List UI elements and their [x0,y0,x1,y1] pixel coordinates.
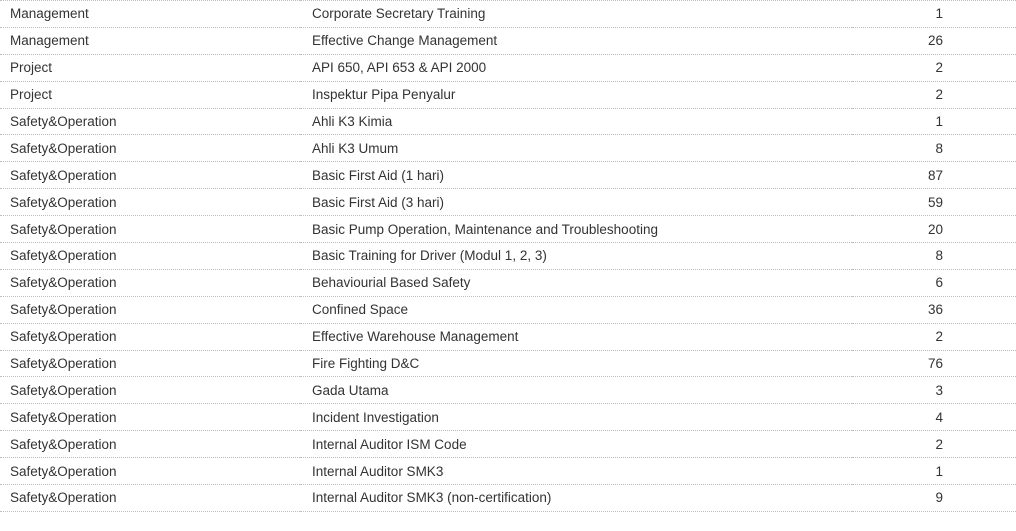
cell-training-title: Ahli K3 Kimia [300,108,852,135]
cell-training-title: Ahli K3 Umum [300,135,852,162]
cell-category: Safety&Operation [0,243,300,270]
table-row [0,269,1016,296]
cell-count: 59 [852,189,1016,216]
cell-count: 4 [852,404,1016,431]
cell-count: 2 [852,54,1016,81]
cell-training-title: Basic Pump Operation, Maintenance and Troubleshooting [300,216,852,243]
cell-count: 20 [852,216,1016,243]
table-row [0,1,1016,28]
table-row [0,243,1016,270]
table-row [0,458,1016,485]
cell-training-title: Incident Investigation [300,404,852,431]
table-row [0,323,1016,350]
cell-count: 2 [852,323,1016,350]
cell-category: Safety&Operation [0,296,300,323]
table-row [0,404,1016,431]
cell-count: 2 [852,431,1016,458]
cell-training-title: Inspektur Pipa Penyalur [300,81,852,108]
cell-count: 1 [852,1,1016,28]
cell-count: 3 [852,377,1016,404]
cell-count: 36 [852,296,1016,323]
table-row [0,485,1016,512]
cell-training-title: Behaviourial Based Safety [300,269,852,296]
cell-category: Safety&Operation [0,108,300,135]
table-row [0,377,1016,404]
cell-count: 1 [852,108,1016,135]
cell-training-title: Internal Auditor ISM Code [300,431,852,458]
table-row [0,189,1016,216]
cell-category: Safety&Operation [0,458,300,485]
cell-training-title: Fire Fighting D&C [300,350,852,377]
cell-count: 1 [852,458,1016,485]
cell-count: 8 [852,135,1016,162]
cell-category: Safety&Operation [0,485,300,512]
cell-category: Project [0,54,300,81]
table-row [0,431,1016,458]
cell-category: Safety&Operation [0,269,300,296]
cell-category: Project [0,81,300,108]
cell-training-title: Basic Training for Driver (Modul 1, 2, 3) [300,243,852,270]
cell-category: Safety&Operation [0,404,300,431]
cell-count: 8 [852,243,1016,270]
cell-training-title: Corporate Secretary Training [300,1,852,28]
cell-category: Safety&Operation [0,323,300,350]
table-row [0,350,1016,377]
cell-count: 76 [852,350,1016,377]
cell-category: Safety&Operation [0,135,300,162]
cell-training-title: Gada Utama [300,377,852,404]
cell-category: Safety&Operation [0,216,300,243]
cell-category: Safety&Operation [0,431,300,458]
cell-count: 2 [852,81,1016,108]
cell-category: Safety&Operation [0,350,300,377]
table-row [0,54,1016,81]
table-row [0,135,1016,162]
cell-training-title: Basic First Aid (3 hari) [300,189,852,216]
cell-training-title: Effective Warehouse Management [300,323,852,350]
cell-training-title: Basic First Aid (1 hari) [300,162,852,189]
table-row [0,27,1016,54]
table-body [0,1,1016,512]
table-row [0,162,1016,189]
table-row [0,81,1016,108]
cell-training-title: Internal Auditor SMK3 [300,458,852,485]
table-row [0,216,1016,243]
cell-training-title: Effective Change Management [300,27,852,54]
cell-count: 87 [852,162,1016,189]
cell-training-title: Internal Auditor SMK3 (non-certification) [300,485,852,512]
cell-category: Safety&Operation [0,189,300,216]
cell-count: 6 [852,269,1016,296]
cell-category: Management [0,27,300,54]
cell-count: 9 [852,485,1016,512]
cell-training-title: API 650, API 653 & API 2000 [300,54,852,81]
table-row [0,108,1016,135]
cell-count: 26 [852,27,1016,54]
cell-training-title: Confined Space [300,296,852,323]
cell-category: Safety&Operation [0,162,300,189]
cell-category: Management [0,1,300,28]
table-row [0,296,1016,323]
cell-category: Safety&Operation [0,377,300,404]
